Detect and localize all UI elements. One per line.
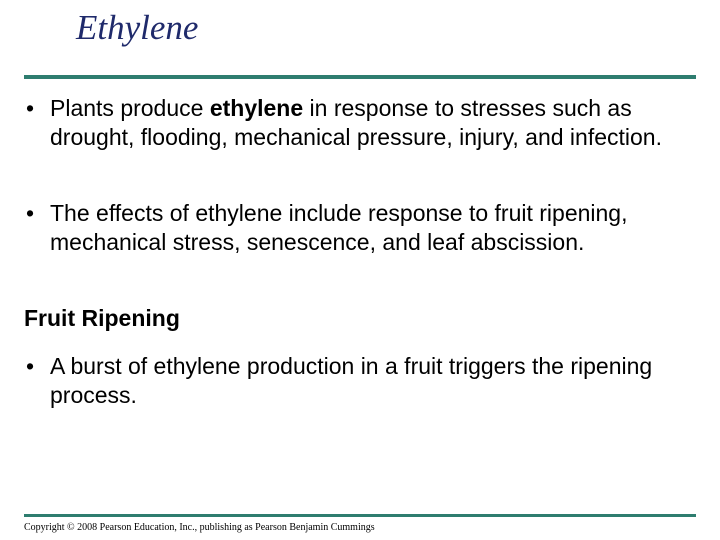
bullet-text: The effects of ethylene include response to fruit ripening, mechanical stress, senescence, and leaf abscission. (50, 200, 628, 255)
bullet-text-after: in response to stresses such as drought, flooding, mechanical pressure, injury, and infection. (50, 95, 662, 150)
slide-title: Ethylene (76, 8, 199, 47)
section-heading: Fruit Ripening (24, 305, 180, 331)
bullet-item-ripening (26, 352, 686, 410)
bullet-text-emphasis: ethylene (209, 95, 304, 121)
bullet-item-stresses (26, 94, 686, 152)
bullet-icon: • (26, 95, 35, 121)
bullet-icon: • (26, 353, 35, 379)
bullet-item-effects (26, 199, 686, 257)
title-divider (24, 75, 696, 79)
bullet-text-before: Plants produce (50, 95, 210, 121)
bullet-text (50, 94, 686, 152)
bullet-icon: • (26, 200, 35, 226)
footer-divider (24, 514, 696, 517)
copyright-footer: Copyright © 2008 Pearson Education, Inc., publishing as Pearson Benjamin Cummings (24, 522, 375, 533)
bullet-text: A burst of ethylene production in a fruit triggers the ripening process. (50, 353, 653, 408)
